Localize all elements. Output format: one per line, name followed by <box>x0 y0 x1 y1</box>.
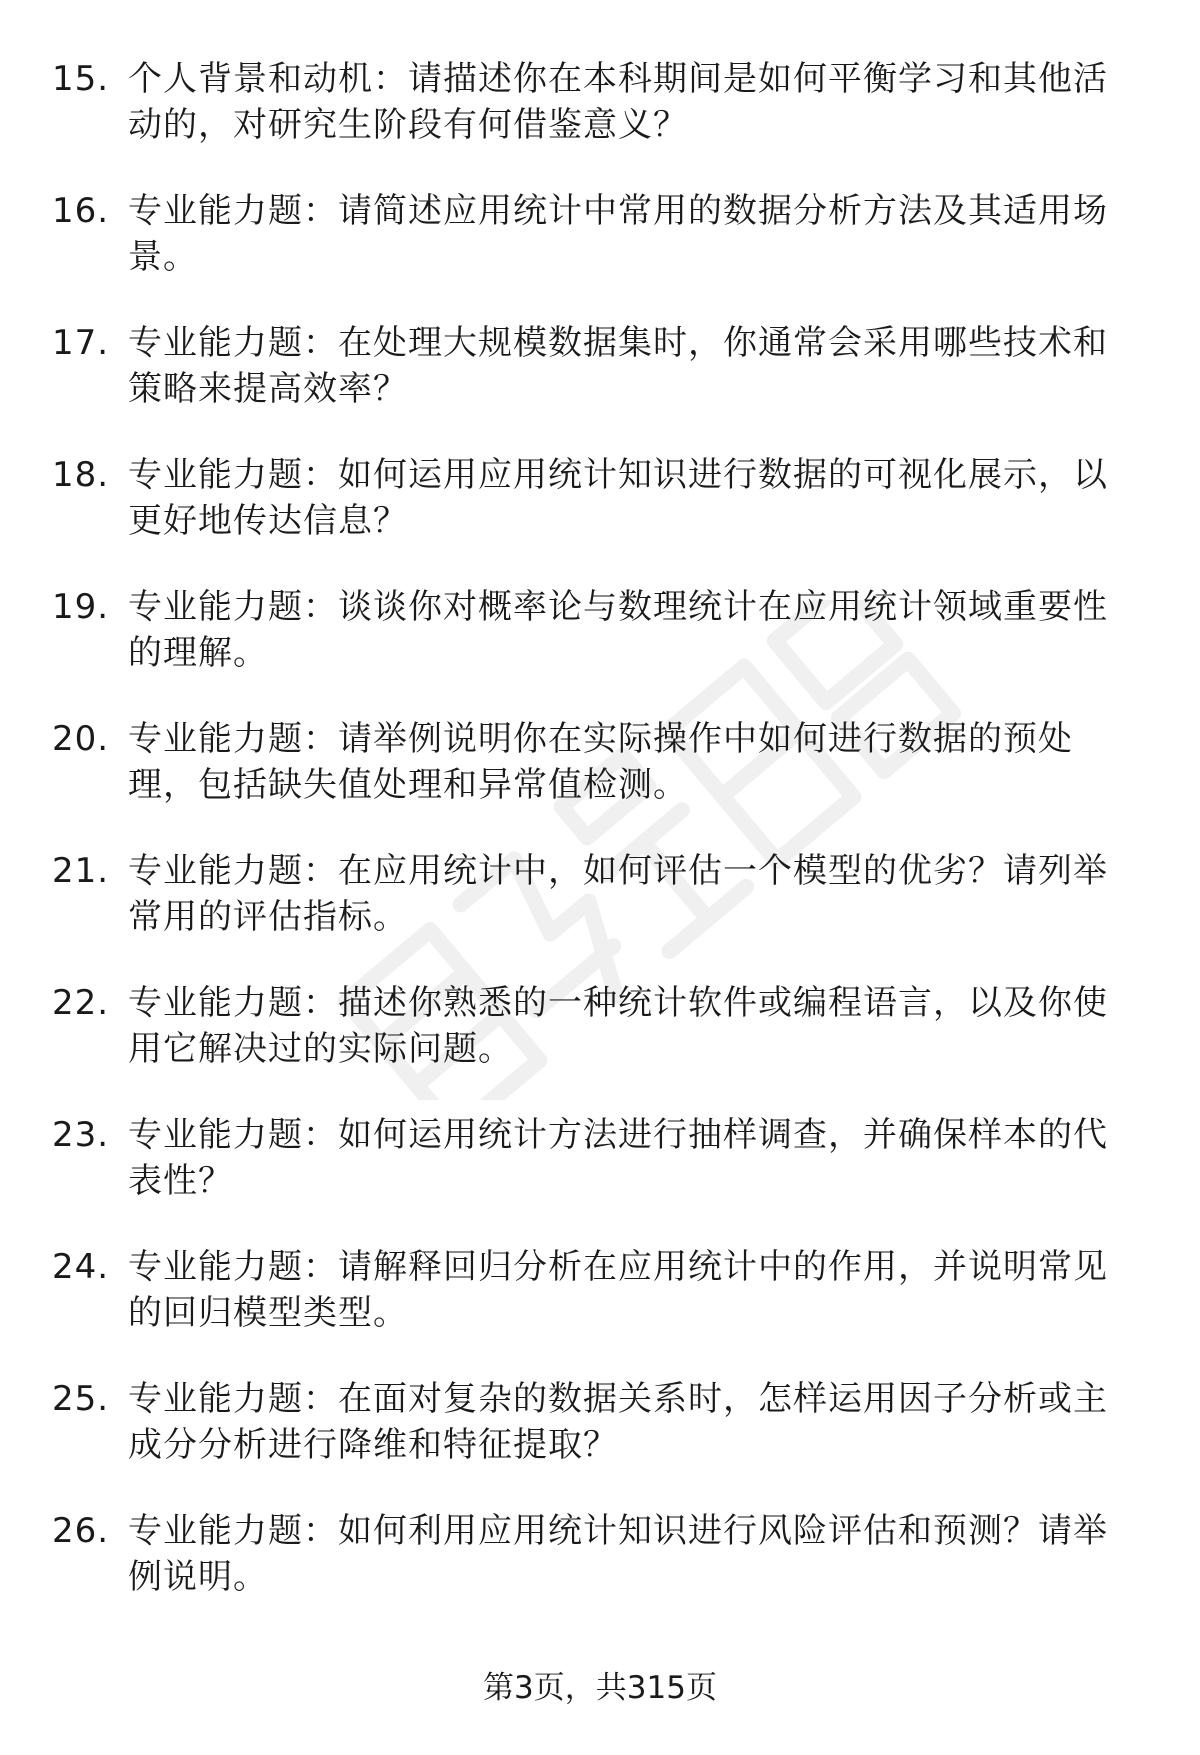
question-text: 专业能力题：在应用统计中，如何评估一个模型的优劣？请列举常用的评估指标。 <box>128 851 1108 937</box>
page-number-footer: 第3页，共315页 <box>483 1670 717 1706</box>
question-item <box>0 56 1200 188</box>
question-item <box>0 188 1200 320</box>
question-text: 专业能力题：谈谈你对概率论与数理统计在应用统计领域重要性的理解。 <box>128 587 1108 673</box>
question-item <box>0 320 1200 452</box>
question-text: 个人背景和动机：请描述你在本科期间是如何平衡学习和其他活动的，对研究生阶段有何借鉴意义？ <box>128 59 1108 145</box>
question-text: 专业能力题：请举例说明你在实际操作中如何进行数据的预处理，包括缺失值处理和异常值检测。 <box>128 719 1073 805</box>
question-text: 专业能力题：如何运用统计方法进行抽样调查，并确保样本的代表性？ <box>128 1115 1108 1201</box>
question-text: 专业能力题：请简述应用统计中常用的数据分析方法及其适用场景。 <box>128 191 1108 277</box>
question-number: 26. <box>52 1511 110 1551</box>
question-number: 19. <box>52 587 110 627</box>
question-number: 24. <box>52 1247 110 1287</box>
question-item <box>0 716 1200 848</box>
question-text: 专业能力题：描述你熟悉的一种统计软件或编程语言，以及你使用它解决过的实际问题。 <box>128 983 1108 1069</box>
question-text: 专业能力题：在处理大规模数据集时，你通常会采用哪些技术和策略来提高效率？ <box>128 323 1108 409</box>
question-list <box>0 56 1200 1640</box>
question-number: 23. <box>52 1115 110 1155</box>
question-item <box>0 1376 1200 1508</box>
question-text: 专业能力题：如何利用应用统计知识进行风险评估和预测？请举例说明。 <box>128 1511 1108 1597</box>
question-number: 15. <box>52 59 110 99</box>
question-number: 18. <box>52 455 110 495</box>
question-text: 专业能力题：如何运用应用统计知识进行数据的可视化展示，以更好地传达信息？ <box>128 455 1108 541</box>
question-number: 22. <box>52 983 110 1023</box>
question-number: 16. <box>52 191 110 231</box>
question-number: 25. <box>52 1379 110 1419</box>
question-number: 20. <box>52 719 110 759</box>
question-text: 专业能力题：在面对复杂的数据关系时，怎样运用因子分析或主成分分析进行降维和特征提取？ <box>128 1379 1108 1465</box>
question-item <box>0 1112 1200 1244</box>
question-text: 专业能力题：请解释回归分析在应用统计中的作用，并说明常见的回归模型类型。 <box>128 1247 1108 1333</box>
question-item <box>0 1244 1200 1376</box>
question-item <box>0 1508 1200 1640</box>
question-number: 21. <box>52 851 110 891</box>
question-item <box>0 980 1200 1112</box>
question-item <box>0 452 1200 584</box>
question-number: 17. <box>52 323 110 363</box>
question-item <box>0 584 1200 716</box>
question-item <box>0 848 1200 980</box>
